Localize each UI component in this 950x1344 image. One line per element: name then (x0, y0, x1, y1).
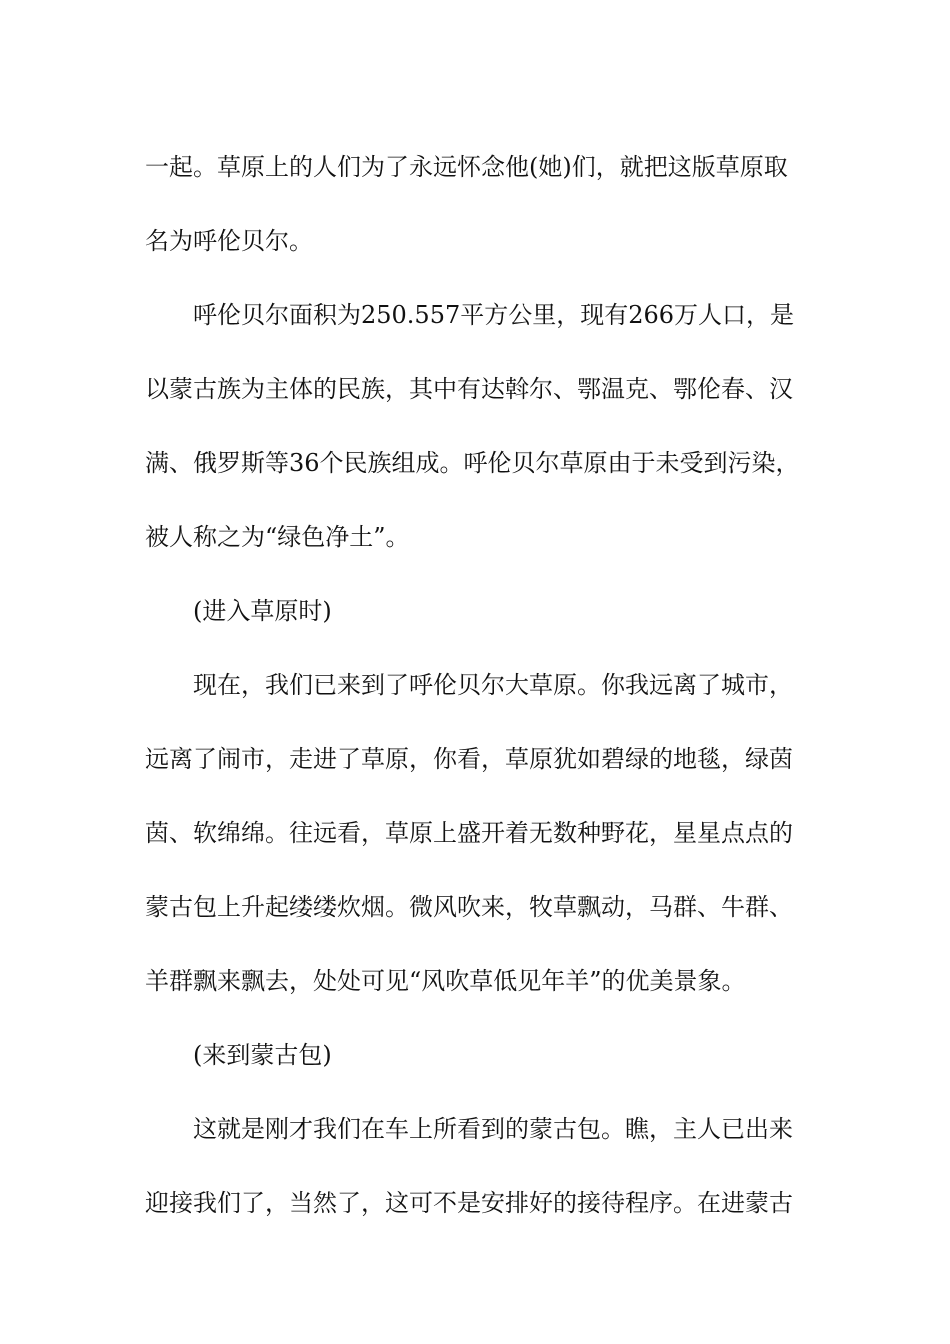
text-line: 被人称之为“绿色净土”。 (145, 523, 410, 551)
document-body (145, 130, 807, 1240)
text-line: 满、俄罗斯等36个民族组成。呼伦贝尔草原由于未受到污染， (145, 449, 800, 477)
text-line: 一起。草原上的人们为了永远怀念他(她)们，就把这版草原取 (145, 153, 788, 181)
text-line: 茵、软绵绵。往远看，草原上盛开着无数种野花，星星点点的 (145, 819, 793, 847)
paragraph-start-line: 这就是刚才我们在车上所看到的蒙古包。瞧，主人已出来 (193, 1115, 793, 1143)
text-line: 羊群飘来飘去，处处可见“风吹草低见年羊”的优美景象。 (145, 967, 746, 995)
text-line: 以蒙古族为主体的民族，其中有达斡尔、鄂温克、鄂伦春、汉 (145, 375, 793, 403)
section-note: (进入草原时) (193, 597, 332, 625)
paragraph-start-line: 呼伦贝尔面积为250.557平方公里，现有266万人口，是 (193, 301, 795, 329)
text-line: 名为呼伦贝尔。 (145, 227, 313, 255)
section-note: (来到蒙古包) (193, 1041, 332, 1069)
paragraph-start-line: 现在，我们已来到了呼伦贝尔大草原。你我远离了城市， (193, 671, 793, 699)
text-line: 远离了闹市，走进了草原，你看，草原犹如碧绿的地毯，绿茵 (145, 745, 793, 773)
text-line: 蒙古包上升起缕缕炊烟。微风吹来，牧草飘动，马群、牛群、 (145, 893, 793, 921)
text-line: 迎接我们了，当然了，这可不是安排好的接待程序。在进蒙古 (145, 1189, 793, 1217)
